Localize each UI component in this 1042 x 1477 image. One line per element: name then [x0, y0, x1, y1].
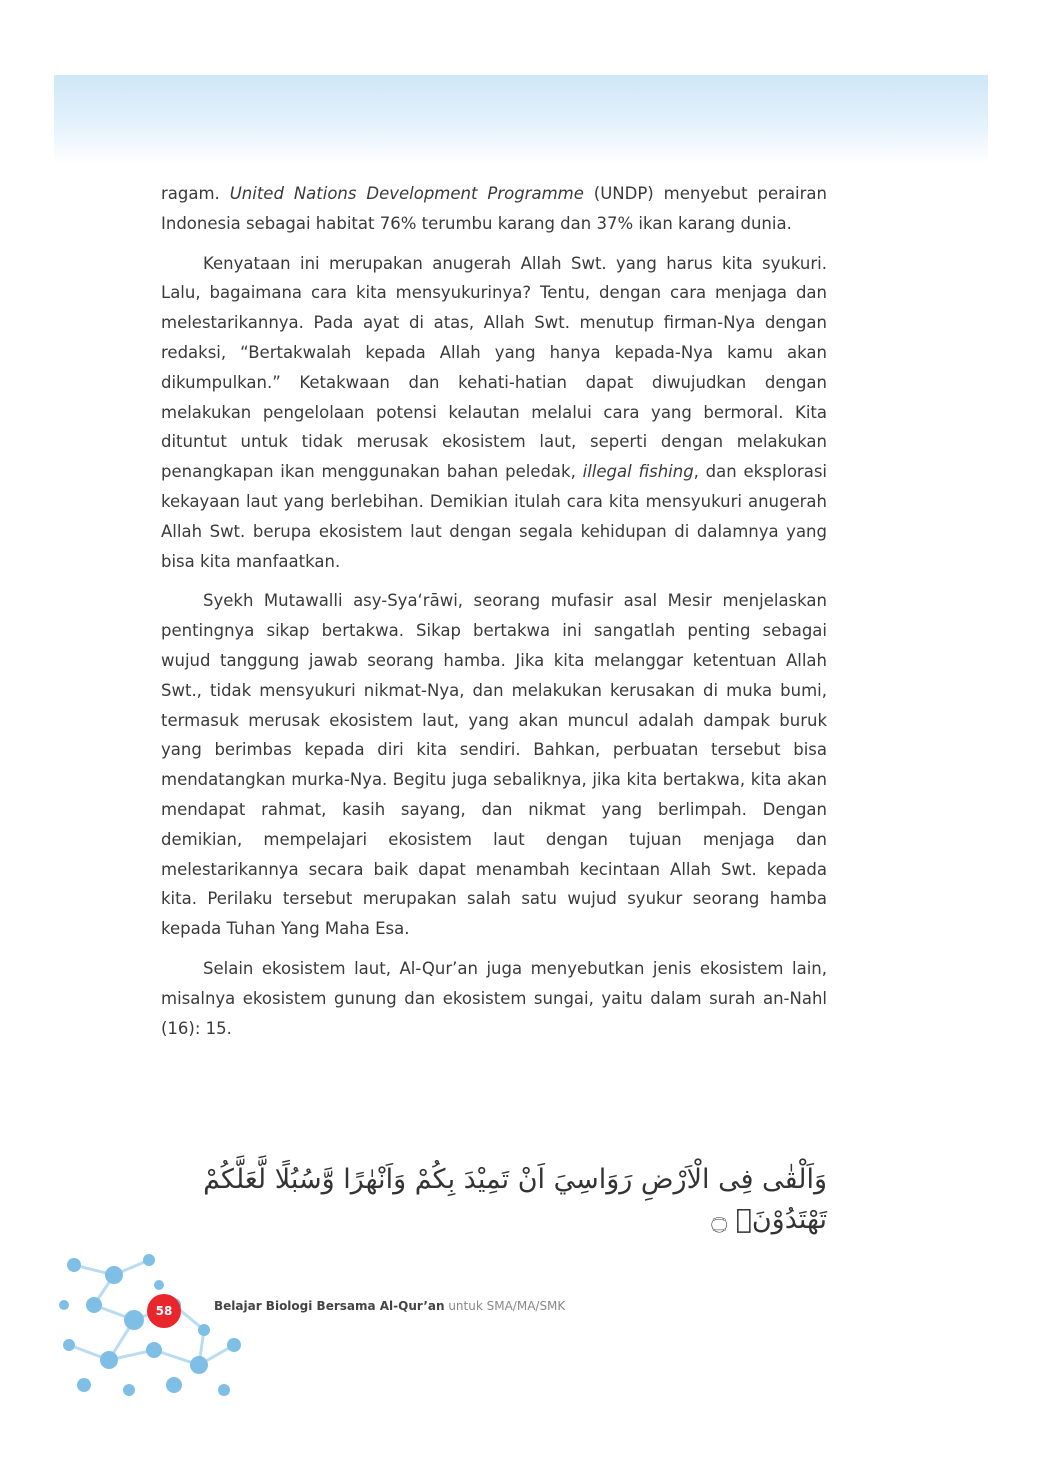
header-band	[54, 75, 988, 165]
page-number-badge: 58	[147, 1294, 181, 1328]
italic-term: illegal fishing	[582, 462, 694, 482]
paragraph-3: Syekh Mutawalli asy-Sya‘rāwi, seorang mufasir asal Mesir menjelaskan pentingnya sikap bertakwa. Sikap bertakwa ini sangatlah penting sebagai wujud tanggung jawab seorang hamba. Jika kita melanggar ketentuan Allah Swt., tidak mensyukuri nikmat-Nya, dan melakukan kerusakan di muka bumi, termasuk merusak ekosistem laut, yang akan muncul adalah dampak buruk yang berimbas kepada diri kita sendiri. Bahkan, perbuatan tersebut bisa mendatangkan murka-Nya. Begitu juga sebaliknya, jika kita bertakwa, kita akan mendapat rahmat, kasih sayang, dan nikmat yang berlimpah. Dengan demikian, mempelajari ekosistem laut dengan tujuan menjaga dan melestarikannya secara baik dapat menambah kecintaan Allah Swt. kepada kita. Perilaku tersebut merupakan salah satu wujud syukur seorang hamba kepada Tuhan Yang Maha Esa.	[161, 591, 827, 939]
paragraph-1: ragam. United Nations Development Programme (UNDP) menyebut perairan Indonesia sebagai habitat 76% terumbu karang dan 37% ikan karang dunia.	[161, 184, 827, 233]
paragraph-4: Selain ekosistem laut, Al-Qur’an juga menyebutkan jenis ekosistem lain, misalnya ekosistem gunung dan ekosistem sungai, yaitu dalam surah an-Nahl (16): 15.	[161, 958, 827, 1038]
italic-term: United Nations Development Programme	[229, 184, 584, 203]
running-footer	[214, 1299, 565, 1313]
book-page	[54, 75, 988, 1405]
arabic-verse: وَاَلْقٰى فِى الْاَرْضِ رَوَاسِيَ اَنْ تَمِيْدَ بِكُمْ وَاَنْهٰرًا وَّسُبُلًا لَّعَلَّكُمْ تَهْتَدُوْنَۙ ۝	[203, 1164, 827, 1235]
paragraph-2: Kenyataan ini merupakan anugerah Allah Swt. yang harus kita syukuri. Lalu, bagaimana cara kita mensyukurinya? Tentu, dengan cara menjaga dan melestarikannya. Pada ayat di atas, Allah Swt. menutup firman-Nya dengan redaksi, “Bertakwalah kepada Allah yang hanya kepada-Nya kamu akan dikumpulkan.” Ketakwaan dan kehati-hatian dapat diwujudkan dengan melakukan pengelolaan potensi kelautan melalui cara yang bermoral. Kita dituntut untuk tidak merusak ekosistem laut, seperti dengan melakukan penangkapan ikan menggunakan bahan peledak, illegal fishing, dan eksplorasi kekayaan laut yang berlebihan. Demikian itulah cara kita mensyukuri anugerah Allah Swt. berupa ekosistem laut dengan segala kehidupan di dalamnya yang bisa kita manfaatkan.	[161, 253, 828, 571]
book-suffix: untuk SMA/MA/SMK	[444, 1299, 566, 1313]
page-body	[161, 179, 827, 1053]
book-title: Belajar Biologi Bersama Al-Qur’an	[214, 1299, 445, 1313]
